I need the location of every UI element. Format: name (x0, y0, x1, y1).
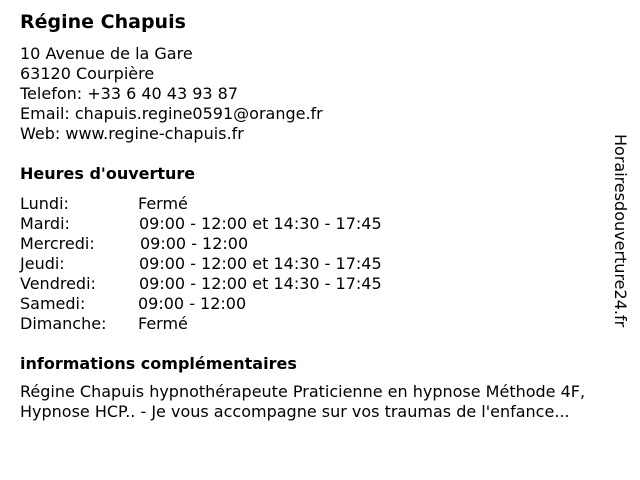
day-label: Mercredi: (20, 234, 95, 253)
day-label: Samedi: (20, 294, 86, 313)
web-line: Web: www.regine-chapuis.fr (20, 124, 244, 143)
info-line-2: Hypnose HCP.. - Je vous accompagne sur vos traumas de l'enfance... (20, 402, 570, 421)
info-heading: informations complémentaires (20, 354, 297, 373)
day-hours: 09:00 - 12:00 et 14:30 - 17:45 (139, 274, 382, 293)
info-line-1: Régine Chapuis hypnothérapeute Praticienne en hypnose Méthode 4F, (20, 382, 586, 401)
email-line: Email: chapuis.regine0591@orange.fr (20, 104, 323, 123)
address-line-1: 10 Avenue de la Gare (20, 44, 193, 63)
day-hours: Fermé (138, 194, 188, 213)
day-label: Vendredi: (20, 274, 96, 293)
phone-line: Telefon: +33 6 40 43 93 87 (20, 84, 239, 103)
day-label: Jeudi: (20, 254, 65, 273)
day-label: Lundi: (20, 194, 69, 213)
hours-heading: Heures d'ouverture (20, 164, 196, 183)
day-hours: Fermé (138, 314, 188, 333)
day-hours: 09:00 - 12:00 et 14:30 - 17:45 (139, 214, 382, 233)
business-name: Régine Chapuis (20, 11, 186, 33)
day-hours: 09:00 - 12:00 (138, 294, 247, 313)
site-watermark: Horairesdouverture24.fr (611, 134, 630, 328)
day-hours: 09:00 - 12:00 et 14:30 - 17:45 (139, 254, 382, 273)
contact-block (20, 44, 323, 144)
address-line-2: 63120 Courpière (20, 64, 155, 83)
info-description (20, 382, 630, 422)
day-label: Dimanche: (20, 314, 107, 333)
day-label: Mardi: (20, 214, 70, 233)
day-hours: 09:00 - 12:00 (140, 234, 249, 253)
